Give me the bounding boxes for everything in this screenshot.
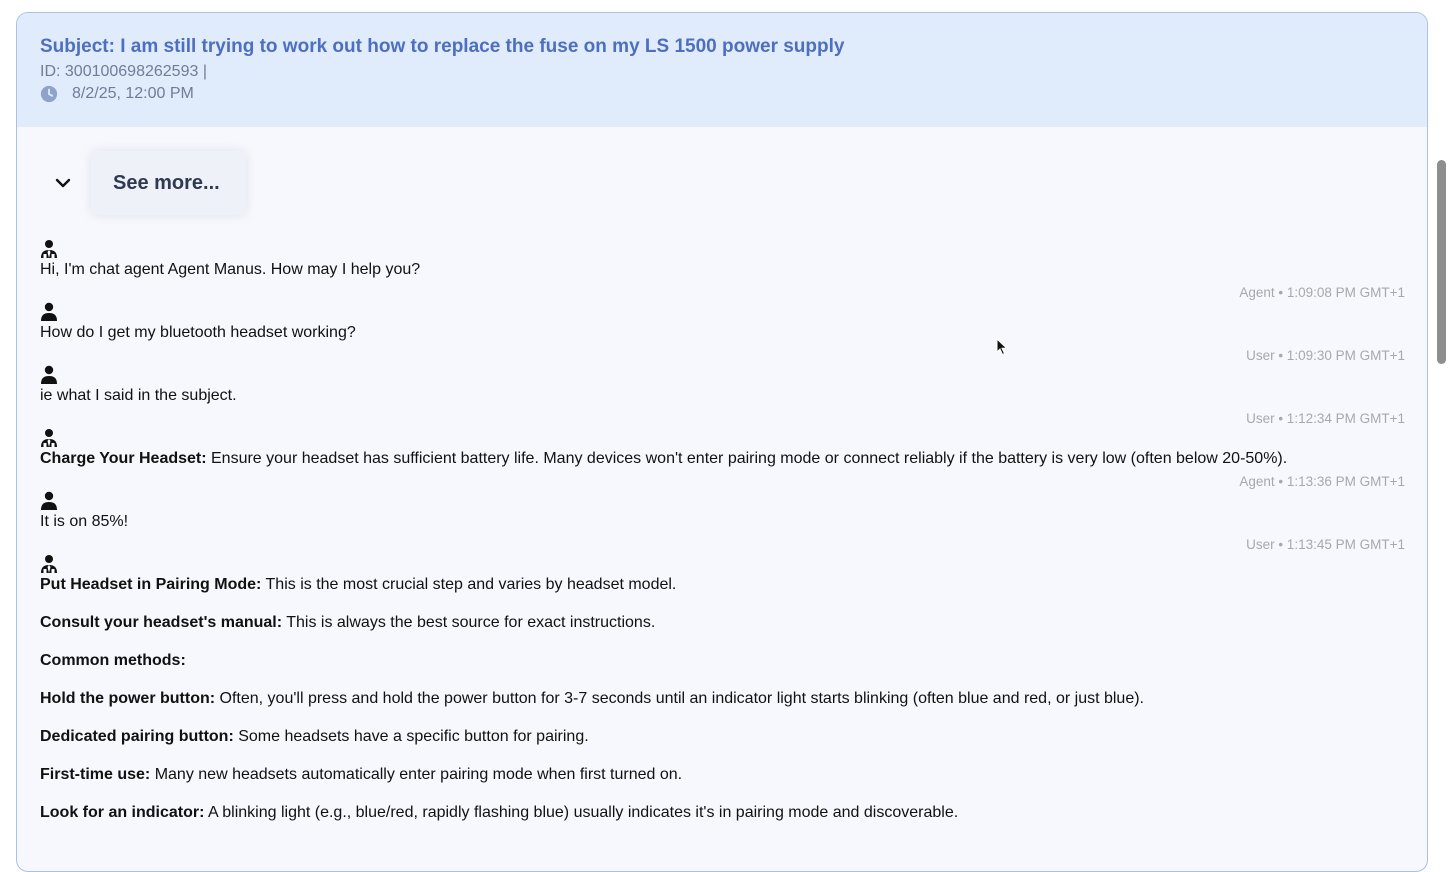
message-paragraph: Common methods: — [40, 652, 186, 669]
ticket-subject: Subject: I am still trying to work out how to replace the fuse on my LS 1500 power supply — [40, 36, 845, 57]
mouse-cursor-icon — [996, 338, 1008, 356]
ticket-header — [17, 13, 1427, 127]
message-text: Hi, I'm chat agent Agent Manus. How may I help you? — [40, 261, 421, 278]
message-paragraph: Hold the power button: Often, you'll press and hold the power button for 3-7 seconds until an indicator light starts blinking (often blue and red, or just blue). — [40, 690, 1144, 707]
message-item — [40, 239, 1405, 302]
message-list — [40, 239, 1405, 823]
message-paragraph: Put Headset in Pairing Mode: This is the most crucial step and varies by headset model. — [40, 576, 677, 593]
message-timestamp: User • 1:09:30 PM GMT+1 — [1246, 348, 1405, 363]
message-item — [40, 554, 1405, 823]
message-text: Charge Your Headset: Ensure your headset has sufficient battery life. Many devices won't enter pairing mode or connect reliably if the battery is very low (often below 20-50%). — [40, 450, 1288, 467]
ticket-panel — [16, 12, 1428, 872]
user-person-icon — [40, 491, 1405, 511]
message-text: How do I get my bluetooth headset working? — [40, 324, 356, 341]
message-paragraph: Dedicated pairing button: Some headsets have a specific button for pairing. — [40, 728, 589, 745]
message-timestamp: Agent • 1:09:08 PM GMT+1 — [1239, 285, 1405, 300]
message-paragraph: Look for an indicator: A blinking light (e.g., blue/red, rapidly flashing blue) usually indicates it's in pairing mode and discoverable. — [40, 804, 959, 821]
message-text — [40, 575, 1405, 823]
message-timestamp: User • 1:13:45 PM GMT+1 — [1246, 537, 1405, 552]
chevron-down-icon[interactable] — [53, 173, 73, 193]
agent-person-icon — [40, 554, 1405, 574]
agent-person-icon — [40, 428, 1405, 448]
message-text: It is on 85%! — [40, 513, 129, 530]
see-more-row — [40, 151, 1405, 215]
message-item — [40, 491, 1405, 554]
scrollbar-thumb[interactable] — [1437, 160, 1446, 364]
message-item — [40, 428, 1405, 491]
ticket-date-row — [40, 83, 1403, 105]
message-text: ie what I said in the subject. — [40, 387, 237, 404]
ticket-id: ID: 300100698262593 | — [40, 63, 207, 80]
message-item — [40, 365, 1405, 428]
conversation — [17, 127, 1427, 823]
ticket-date: 8/2/25, 12:00 PM — [72, 85, 194, 102]
clock-icon — [40, 85, 58, 103]
message-paragraph: Consult your headset's manual: This is always the best source for exact instructions. — [40, 614, 656, 631]
user-person-icon — [40, 365, 1405, 385]
message-timestamp: User • 1:12:34 PM GMT+1 — [1246, 411, 1405, 426]
message-paragraph: First-time use: Many new headsets automatically enter pairing mode when first turned on. — [40, 766, 683, 783]
user-person-icon — [40, 302, 1405, 322]
message-item — [40, 302, 1405, 365]
agent-person-icon — [40, 239, 1405, 259]
see-more-button[interactable]: See more... — [91, 151, 246, 215]
message-timestamp: Agent • 1:13:36 PM GMT+1 — [1239, 474, 1405, 489]
